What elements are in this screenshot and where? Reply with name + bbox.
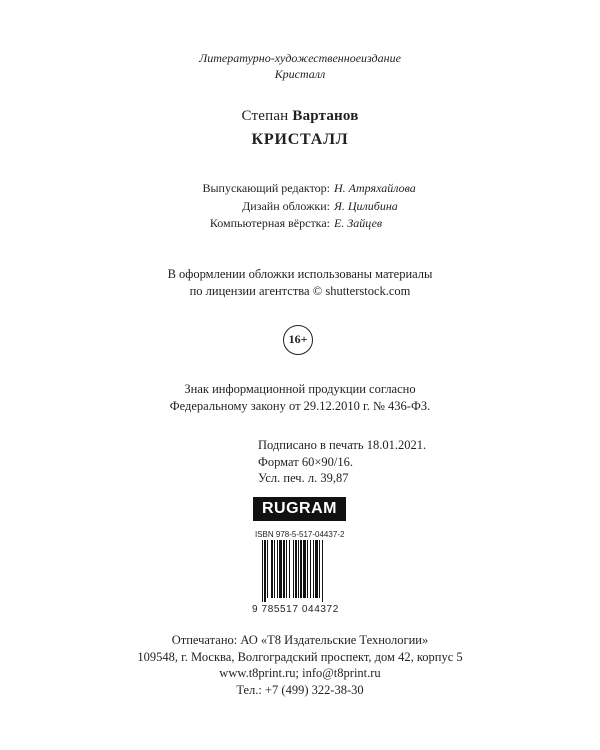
series-line-1: Литературно-художественноеиздание [199, 51, 401, 65]
printer-line-3: www.t8print.ru; info@t8print.ru [219, 666, 381, 680]
barcode-number: 9 785517 044372 [252, 604, 339, 615]
book-title: КРИСТАЛЛ [251, 131, 349, 148]
barcode-icon [262, 540, 346, 602]
author-first-name: Степан [241, 108, 289, 124]
author [0, 108, 600, 125]
credit-name: Н. Атряхайлова [334, 181, 416, 195]
series-note [0, 50, 600, 82]
printed-sheets: Усл. печ. л. 39,87 [258, 471, 349, 485]
printer-line-2: 109548, г. Москва, Волгоградский проспект, дом 42, корпус 5 [137, 649, 463, 664]
cover-note-line-1: В оформлении обложки использованы материалы [167, 267, 433, 281]
credit-role: Выпускающий редактор: [202, 181, 330, 195]
credits [0, 180, 600, 233]
author-surname: Вартанов [292, 108, 359, 124]
credit-name: Я. Цилибина [334, 198, 398, 213]
credit-row [0, 180, 600, 198]
signed-to-print: Подписано в печать 18.01.2021. [258, 438, 427, 452]
credit-row [0, 198, 600, 216]
credit-role: Компьютерная вёрстка: [209, 216, 330, 230]
printer-info [0, 632, 600, 698]
credit-role: Дизайн обложки: [242, 198, 330, 213]
credit-name: Е. Зайцев [334, 216, 383, 230]
printer-line-1: Отпечатано: АО «Т8 Издательские Технологии» [171, 633, 429, 647]
paper-format: Формат 60×90/16. [258, 454, 353, 469]
credit-row [0, 215, 600, 233]
cover-note-line-2: по лицензии агентства © shutterstock.com [189, 284, 411, 298]
cover-license-note [0, 266, 600, 300]
age-rating-badge: 16+ [283, 325, 313, 355]
print-info [258, 437, 426, 487]
age-note-line-2: Федеральному закону от 29.12.2010 г. № 436-ФЗ. [169, 399, 431, 413]
age-rating-note [0, 381, 600, 415]
age-note-line-1: Знак информационной продукции согласно [184, 382, 416, 396]
isbn-label: ISBN 978-5-517-04437-2 [255, 530, 345, 539]
publisher-logo: RUGRAM [253, 497, 346, 521]
printer-line-4: Тел.: +7 (499) 322-38-30 [236, 682, 364, 697]
series-line-2: Кристалл [274, 67, 326, 81]
